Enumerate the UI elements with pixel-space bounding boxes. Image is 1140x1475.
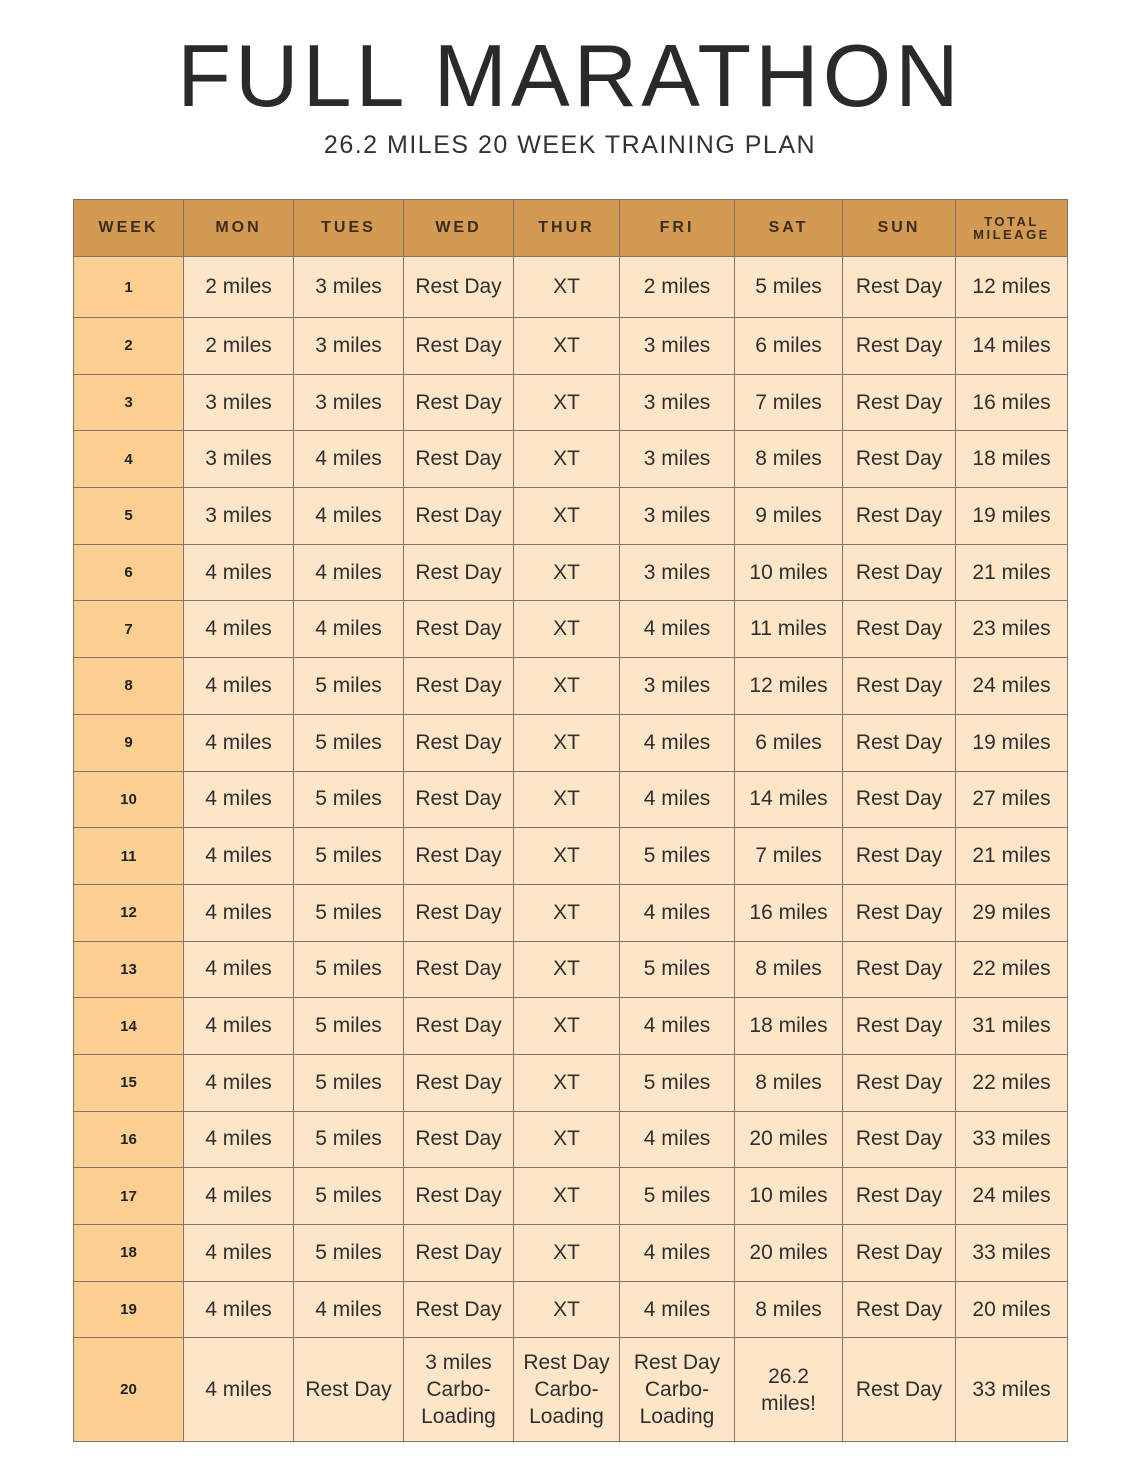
cell-thur: XT — [514, 714, 620, 771]
cell-fri: 4 miles — [620, 1225, 735, 1282]
cell-sun: Rest Day — [843, 431, 956, 488]
cell-total: 22 miles — [956, 1054, 1068, 1111]
cell-fri: 4 miles — [620, 1281, 735, 1338]
cell-wed: 3 miles Carbo- Loading — [404, 1338, 514, 1442]
cell-tues: 3 miles — [294, 257, 404, 318]
cell-tues: 4 miles — [294, 431, 404, 488]
cell-mon: 3 miles — [184, 431, 294, 488]
cell-thur: XT — [514, 998, 620, 1055]
cell-tues: 4 miles — [294, 1281, 404, 1338]
table-row — [74, 544, 1068, 601]
column-header-fri: FRI — [620, 200, 735, 257]
cell-total: 21 miles — [956, 828, 1068, 885]
table-row — [74, 998, 1068, 1055]
cell-mon: 3 miles — [184, 488, 294, 545]
cell-fri: 5 miles — [620, 1168, 735, 1225]
cell-total: 18 miles — [956, 431, 1068, 488]
cell-week: 7 — [74, 601, 184, 658]
cell-total: 23 miles — [956, 601, 1068, 658]
cell-sun: Rest Day — [843, 1338, 956, 1442]
cell-sat: 8 miles — [735, 941, 843, 998]
cell-thur: XT — [514, 1111, 620, 1168]
table-row — [74, 658, 1068, 715]
cell-sat: 8 miles — [735, 431, 843, 488]
cell-thur: XT — [514, 771, 620, 828]
cell-total: 27 miles — [956, 771, 1068, 828]
cell-fri: 4 miles — [620, 714, 735, 771]
cell-week: 15 — [74, 1054, 184, 1111]
cell-week: 19 — [74, 1281, 184, 1338]
cell-mon: 4 miles — [184, 1168, 294, 1225]
cell-total: 31 miles — [956, 998, 1068, 1055]
cell-wed: Rest Day — [404, 828, 514, 885]
cell-total: 19 miles — [956, 714, 1068, 771]
cell-mon: 4 miles — [184, 828, 294, 885]
cell-fri: 3 miles — [620, 431, 735, 488]
cell-sat: 10 miles — [735, 544, 843, 601]
cell-sat: 9 miles — [735, 488, 843, 545]
cell-week: 18 — [74, 1225, 184, 1282]
cell-sun: Rest Day — [843, 998, 956, 1055]
cell-mon: 4 miles — [184, 771, 294, 828]
cell-mon: 4 miles — [184, 1225, 294, 1282]
cell-wed: Rest Day — [404, 884, 514, 941]
cell-sat: 6 miles — [735, 714, 843, 771]
cell-total: 33 miles — [956, 1111, 1068, 1168]
cell-sat: 11 miles — [735, 601, 843, 658]
cell-week: 1 — [74, 257, 184, 318]
cell-sun: Rest Day — [843, 1054, 956, 1111]
page-subtitle: 26.2 MILES 20 WEEK TRAINING PLAN — [323, 131, 817, 159]
cell-week: 10 — [74, 771, 184, 828]
cell-sun: Rest Day — [843, 374, 956, 431]
cell-tues: 5 miles — [294, 884, 404, 941]
cell-fri: 2 miles — [620, 257, 735, 318]
cell-sat: 20 miles — [735, 1111, 843, 1168]
cell-tues: 5 miles — [294, 658, 404, 715]
cell-thur: XT — [514, 1054, 620, 1111]
cell-week: 2 — [74, 318, 184, 375]
cell-total: 33 miles — [956, 1338, 1068, 1442]
cell-total: 33 miles — [956, 1225, 1068, 1282]
cell-sat: 16 miles — [735, 884, 843, 941]
table-row — [74, 714, 1068, 771]
cell-sun: Rest Day — [843, 941, 956, 998]
cell-wed: Rest Day — [404, 998, 514, 1055]
cell-wed: Rest Day — [404, 601, 514, 658]
cell-sat: 8 miles — [735, 1054, 843, 1111]
cell-thur: XT — [514, 658, 620, 715]
cell-week: 5 — [74, 488, 184, 545]
cell-tues: 5 miles — [294, 998, 404, 1055]
cell-fri: 5 miles — [620, 941, 735, 998]
cell-week: 3 — [74, 374, 184, 431]
cell-tues: 5 miles — [294, 1111, 404, 1168]
cell-week: 11 — [74, 828, 184, 885]
cell-week: 17 — [74, 1168, 184, 1225]
cell-thur: XT — [514, 1168, 620, 1225]
cell-total: 21 miles — [956, 544, 1068, 601]
cell-tues: 5 miles — [294, 1225, 404, 1282]
cell-week: 8 — [74, 658, 184, 715]
cell-sat: 8 miles — [735, 1281, 843, 1338]
cell-wed: Rest Day — [404, 431, 514, 488]
cell-fri: 3 miles — [620, 374, 735, 431]
cell-wed: Rest Day — [404, 1111, 514, 1168]
cell-mon: 4 miles — [184, 544, 294, 601]
cell-tues: 4 miles — [294, 488, 404, 545]
cell-thur: XT — [514, 1281, 620, 1338]
cell-week: 13 — [74, 941, 184, 998]
cell-thur: Rest Day Carbo- Loading — [514, 1338, 620, 1442]
cell-week: 16 — [74, 1111, 184, 1168]
cell-fri: 3 miles — [620, 658, 735, 715]
column-header-wed: WED — [404, 200, 514, 257]
cell-sat: 7 miles — [735, 828, 843, 885]
cell-tues: 5 miles — [294, 1168, 404, 1225]
cell-sat: 18 miles — [735, 998, 843, 1055]
cell-wed: Rest Day — [404, 941, 514, 998]
cell-total: 24 miles — [956, 1168, 1068, 1225]
cell-wed: Rest Day — [404, 1225, 514, 1282]
column-header-sat: SAT — [735, 200, 843, 257]
cell-thur: XT — [514, 544, 620, 601]
cell-thur: XT — [514, 374, 620, 431]
table-row — [74, 884, 1068, 941]
cell-thur: XT — [514, 884, 620, 941]
table-row — [74, 771, 1068, 828]
cell-fri: 4 miles — [620, 1111, 735, 1168]
cell-fri: 5 miles — [620, 1054, 735, 1111]
column-header-tues: TUES — [294, 200, 404, 257]
cell-tues: 5 miles — [294, 1054, 404, 1111]
cell-mon: 4 miles — [184, 1054, 294, 1111]
table-row — [74, 1281, 1068, 1338]
table-row — [74, 1338, 1068, 1442]
cell-sun: Rest Day — [843, 601, 956, 658]
cell-wed: Rest Day — [404, 544, 514, 601]
cell-wed: Rest Day — [404, 714, 514, 771]
cell-sat: 10 miles — [735, 1168, 843, 1225]
cell-sun: Rest Day — [843, 1111, 956, 1168]
cell-wed: Rest Day — [404, 1054, 514, 1111]
cell-sun: Rest Day — [843, 884, 956, 941]
page-title: FULL MARATHON — [177, 26, 963, 125]
cell-sat: 20 miles — [735, 1225, 843, 1282]
table-row — [74, 431, 1068, 488]
cell-thur: XT — [514, 601, 620, 658]
cell-sun: Rest Day — [843, 1225, 956, 1282]
cell-thur: XT — [514, 431, 620, 488]
cell-thur: XT — [514, 941, 620, 998]
cell-mon: 4 miles — [184, 1338, 294, 1442]
cell-fri: Rest Day Carbo- Loading — [620, 1338, 735, 1442]
cell-fri: 3 miles — [620, 488, 735, 545]
cell-wed: Rest Day — [404, 374, 514, 431]
cell-fri: 3 miles — [620, 318, 735, 375]
cell-total: 19 miles — [956, 488, 1068, 545]
table-row — [74, 318, 1068, 375]
cell-sat: 6 miles — [735, 318, 843, 375]
cell-sun: Rest Day — [843, 544, 956, 601]
cell-week: 20 — [74, 1338, 184, 1442]
cell-sun: Rest Day — [843, 1281, 956, 1338]
cell-total: 24 miles — [956, 658, 1068, 715]
cell-total: 20 miles — [956, 1281, 1068, 1338]
cell-wed: Rest Day — [404, 257, 514, 318]
cell-mon: 4 miles — [184, 1281, 294, 1338]
cell-fri: 4 miles — [620, 998, 735, 1055]
table-row — [74, 374, 1068, 431]
cell-thur: XT — [514, 828, 620, 885]
table-row — [74, 1111, 1068, 1168]
cell-week: 6 — [74, 544, 184, 601]
cell-total: 14 miles — [956, 318, 1068, 375]
cell-wed: Rest Day — [404, 488, 514, 545]
cell-tues: 5 miles — [294, 941, 404, 998]
cell-week: 9 — [74, 714, 184, 771]
column-header-total-mileage: TOTAL MILEAGE — [956, 200, 1068, 257]
cell-fri: 4 miles — [620, 771, 735, 828]
cell-wed: Rest Day — [404, 658, 514, 715]
cell-total: 12 miles — [956, 257, 1068, 318]
table-row — [74, 1168, 1068, 1225]
table-row — [74, 488, 1068, 545]
cell-sun: Rest Day — [843, 771, 956, 828]
cell-mon: 2 miles — [184, 257, 294, 318]
cell-sun: Rest Day — [843, 257, 956, 318]
cell-total: 29 miles — [956, 884, 1068, 941]
cell-mon: 4 miles — [184, 714, 294, 771]
cell-sun: Rest Day — [843, 1168, 956, 1225]
cell-fri: 4 miles — [620, 601, 735, 658]
cell-tues: 5 miles — [294, 828, 404, 885]
column-header-week: WEEK — [74, 200, 184, 257]
cell-sun: Rest Day — [843, 658, 956, 715]
cell-sat: 12 miles — [735, 658, 843, 715]
cell-sun: Rest Day — [843, 488, 956, 545]
cell-thur: XT — [514, 1225, 620, 1282]
cell-sun: Rest Day — [843, 828, 956, 885]
table-row — [74, 257, 1068, 318]
cell-mon: 4 miles — [184, 601, 294, 658]
cell-fri: 5 miles — [620, 828, 735, 885]
cell-tues: 5 miles — [294, 771, 404, 828]
cell-mon: 4 miles — [184, 1111, 294, 1168]
cell-week: 14 — [74, 998, 184, 1055]
cell-wed: Rest Day — [404, 1281, 514, 1338]
cell-thur: XT — [514, 257, 620, 318]
cell-sat: 5 miles — [735, 257, 843, 318]
cell-tues: 4 miles — [294, 601, 404, 658]
cell-tues: Rest Day — [294, 1338, 404, 1442]
cell-mon: 2 miles — [184, 318, 294, 375]
cell-thur: XT — [514, 318, 620, 375]
column-header-mon: MON — [184, 200, 294, 257]
cell-wed: Rest Day — [404, 1168, 514, 1225]
table-row — [74, 1054, 1068, 1111]
cell-tues: 3 miles — [294, 318, 404, 375]
table-header-row — [74, 200, 1068, 257]
cell-thur: XT — [514, 488, 620, 545]
cell-tues: 3 miles — [294, 374, 404, 431]
table-row — [74, 941, 1068, 998]
cell-wed: Rest Day — [404, 318, 514, 375]
table-row — [74, 828, 1068, 885]
column-header-sun: SUN — [843, 200, 956, 257]
cell-mon: 4 miles — [184, 941, 294, 998]
table-row — [74, 601, 1068, 658]
cell-tues: 4 miles — [294, 544, 404, 601]
cell-sun: Rest Day — [843, 714, 956, 771]
training-plan-table — [73, 199, 1068, 1442]
cell-mon: 4 miles — [184, 658, 294, 715]
cell-sat: 26.2 miles! — [735, 1338, 843, 1442]
cell-mon: 4 miles — [184, 884, 294, 941]
cell-wed: Rest Day — [404, 771, 514, 828]
cell-mon: 4 miles — [184, 998, 294, 1055]
cell-week: 12 — [74, 884, 184, 941]
cell-total: 16 miles — [956, 374, 1068, 431]
cell-mon: 3 miles — [184, 374, 294, 431]
cell-sun: Rest Day — [843, 318, 956, 375]
cell-week: 4 — [74, 431, 184, 488]
cell-sat: 7 miles — [735, 374, 843, 431]
cell-fri: 3 miles — [620, 544, 735, 601]
cell-fri: 4 miles — [620, 884, 735, 941]
cell-total: 22 miles — [956, 941, 1068, 998]
cell-sat: 14 miles — [735, 771, 843, 828]
table-body — [74, 257, 1068, 1442]
cell-tues: 5 miles — [294, 714, 404, 771]
table-row — [74, 1225, 1068, 1282]
column-header-thur: THUR — [514, 200, 620, 257]
